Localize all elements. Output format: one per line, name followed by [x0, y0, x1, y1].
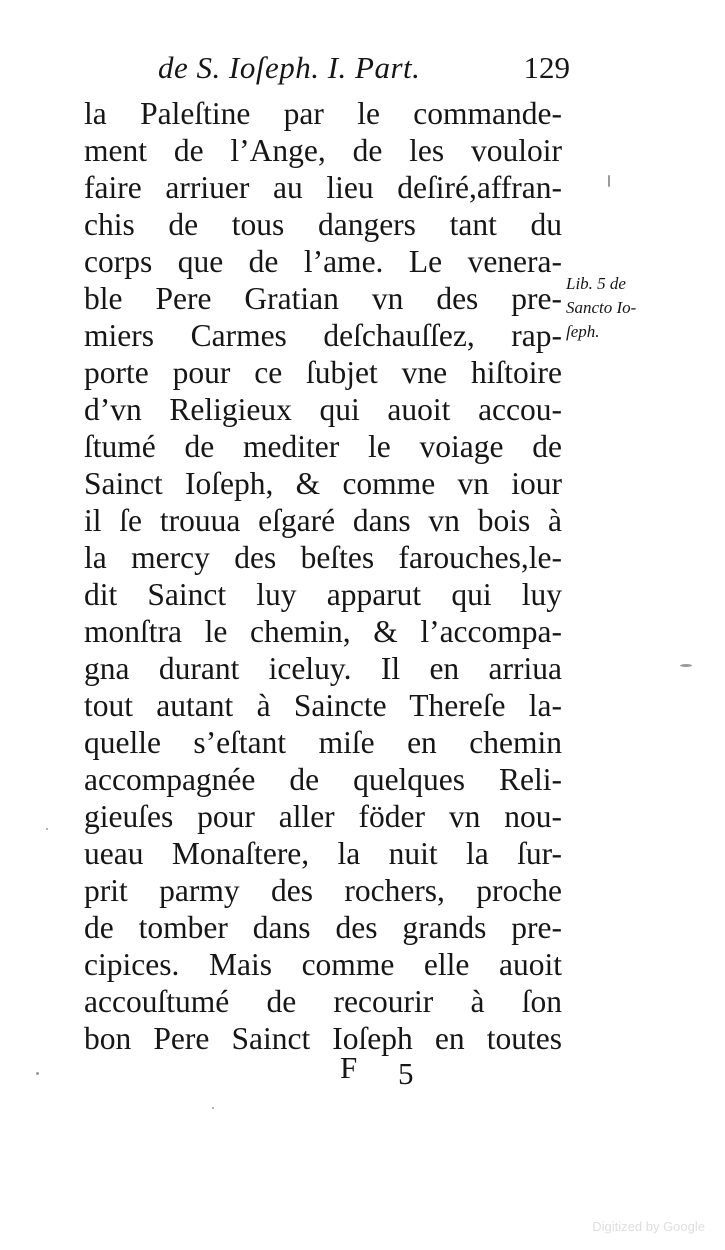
- text-line: prit parmy des rochers, proche: [84, 873, 562, 908]
- ink-speck: [46, 828, 48, 830]
- text-line: accompagnée de quelques Reli-: [84, 762, 562, 797]
- text-line: la mercy des beſtes farouches,le-: [84, 540, 562, 575]
- text-line: d’vn Religieux qui auoit accou-: [84, 392, 562, 427]
- text-line: Sainct Ioſeph, & comme vn iour: [84, 466, 562, 501]
- text-line: miers Carmes deſchauſſez, rap-: [84, 318, 562, 353]
- text-line: dit Sainct luy apparut qui luy: [84, 577, 562, 612]
- body-text: [84, 95, 562, 1057]
- text-line: il ſe trouua eſgaré dans vn bois à: [84, 503, 562, 538]
- ink-speck: [212, 1107, 214, 1109]
- signature-letter: F: [340, 1050, 358, 1085]
- text-line: bon Pere Sainct Ioſeph en toutes: [84, 1021, 562, 1056]
- signature-number: 5: [398, 1056, 414, 1091]
- margin-note-line: Lib. 5 de: [566, 274, 626, 293]
- ink-speck: [36, 1072, 39, 1075]
- watermark: Digitized by Google: [592, 1219, 705, 1234]
- ink-speck: [680, 664, 692, 667]
- text-line: ueau Monaſtere, la nuit la ſur-: [84, 836, 562, 871]
- text-line: gieuſes pour aller föder vn nou-: [84, 799, 562, 834]
- text-line: ſtumé de mediter le voiage de: [84, 429, 562, 464]
- ink-speck: [608, 175, 610, 187]
- margin-note: [566, 272, 696, 344]
- text-line: la Paleſtine par le commande-: [84, 96, 562, 131]
- text-line: de tomber dans des grands pre-: [84, 910, 562, 945]
- text-line: tout autant à Saincte Thereſe la-: [84, 688, 562, 723]
- text-line: gna durant iceluy. Il en arriua: [84, 651, 562, 686]
- text-line: cipices. Mais comme elle auoit: [84, 947, 562, 982]
- margin-note-line: Sancto Io-: [566, 298, 637, 317]
- margin-note-line: ſeph.: [566, 322, 600, 341]
- text-line: monſtra le chemin, & l’accompa-: [84, 614, 562, 649]
- text-line: faire arriuer au lieu deſiré,affran-: [84, 170, 562, 205]
- running-title: de S. Ioſeph. I. Part.: [158, 50, 421, 85]
- text-line: ment de l’Ange, de les vouloir: [84, 133, 562, 168]
- text-line: chis de tous dangers tant du: [84, 207, 562, 242]
- text-line: quelle s’eſtant miſe en chemin: [84, 725, 562, 760]
- text-line: corps que de l’ame. Le venera-: [84, 244, 562, 279]
- text-line: porte pour ce ſubjet vne hiſtoire: [84, 355, 562, 390]
- page-number: 129: [523, 50, 570, 85]
- text-line: ble Pere Gratian vn des pre-: [84, 281, 562, 316]
- running-head: [158, 50, 570, 94]
- text-line: accouſtumé de recourir à ſon: [84, 984, 562, 1019]
